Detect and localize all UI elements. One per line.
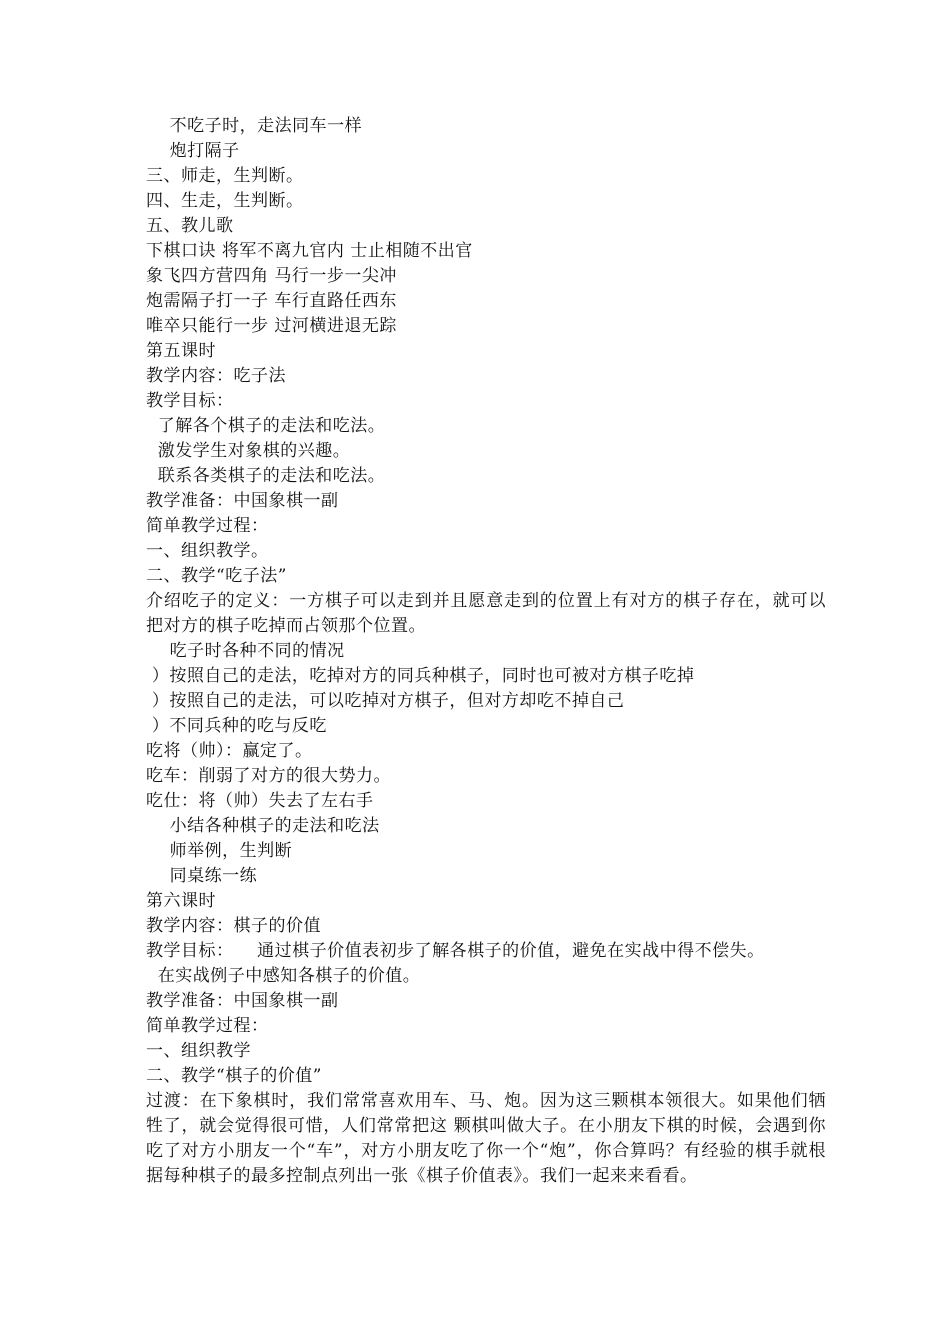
list-item: ）按照自己的走法，吃掉对方的同兵种棋子，同时也可被对方棋子吃掉 (146, 666, 695, 686)
rhyme-line: 象飞四方营四角 马行一步一尖冲 (146, 266, 397, 286)
list-item: ）按照自己的走法，可以吃掉对方棋子，但对方却吃不掉自己 (146, 691, 625, 711)
section-heading: 四、生走，生判断。 (146, 191, 304, 211)
section-heading: 三、师走，生判断。 (146, 166, 304, 186)
text-line: 激发学生对象棋的兴趣。 (146, 441, 351, 461)
text-line: 吃将（帅）：赢定了。 (146, 741, 313, 761)
text-line: 联系各类棋子的走法和吃法。 (146, 466, 386, 486)
text-line: 教学内容：吃子法 (146, 366, 286, 386)
rhyme-line: 下棋口诀 将军不离九官内 士止相随不出官 (146, 241, 473, 261)
section-heading: 一、组织教学 (146, 1041, 251, 1061)
lesson-title: 第六课时 (146, 891, 216, 911)
text-line: 在实战例子中感知各棋子的价值。 (146, 966, 421, 986)
text-line: 同桌练一练 (146, 866, 258, 886)
section-heading: 二、教学“棋子的价值” (146, 1066, 322, 1086)
rhyme-line: 炮需隔子打一子 车行直路任西东 (146, 291, 397, 311)
text-line: 不吃子时，走法同车一样 (146, 116, 363, 136)
paragraph: 介绍吃子的定义：一方棋子可以走到并且愿意走到的位置上有对方的棋子存在，就可以把对方的棋子吃掉而占领那个位置。 (146, 591, 826, 636)
paragraph: 过渡：在下象棋时，我们常常喜欢用车、马、炮。因为这三颗棋本领很大。如果他们牺牲了，就会觉得很可惜，人们常常把这 颗棋叫做大子。在小朋友下棋的时候，会遇到你吃了对方小朋友一个“车”，对方小朋友吃了你一个“炮”，你合算吗？有经验的棋手就根据每种棋子的最多控制点列出一张《棋子价值表》。我们一起来来看看。 (146, 1091, 826, 1186)
text-line: 教学准备：中国象棋一副 (146, 991, 339, 1011)
text-line: 了解各个棋子的走法和吃法。 (146, 416, 386, 436)
text-line: 吃仕：将（帅）失去了左右手 (146, 791, 374, 811)
text-line: 教学准备：中国象棋一副 (146, 491, 339, 511)
text-line: 吃子时各种不同的情况 (146, 641, 345, 661)
text-line: 教学目标： (146, 391, 234, 411)
rhyme-line: 唯卒只能行一步 过河横进退无踪 (146, 316, 397, 336)
text-line: 吃车：削弱了对方的很大势力。 (146, 766, 391, 786)
text-line: 师举例，生判断 (146, 841, 293, 861)
text-line: 教学内容：棋子的价值 (146, 916, 321, 936)
section-heading: 二、教学“吃子法” (146, 566, 287, 586)
text-line: 简单教学过程： (146, 516, 269, 536)
text-line: 教学目标： 通过棋子价值表初步了解各棋子的价值，避免在实战中得不偿失。 (146, 941, 765, 961)
text-line: 简单教学过程： (146, 1016, 269, 1036)
lesson-title: 第五课时 (146, 341, 216, 361)
section-heading: 五、教儿歌 (146, 216, 234, 236)
section-heading: 一、组织教学。 (146, 541, 269, 561)
list-item: ）不同兵种的吃与反吃 (146, 716, 327, 736)
text-line: 炮打隔子 (146, 141, 240, 161)
text-line: 小结各种棋子的走法和吃法 (146, 816, 380, 836)
